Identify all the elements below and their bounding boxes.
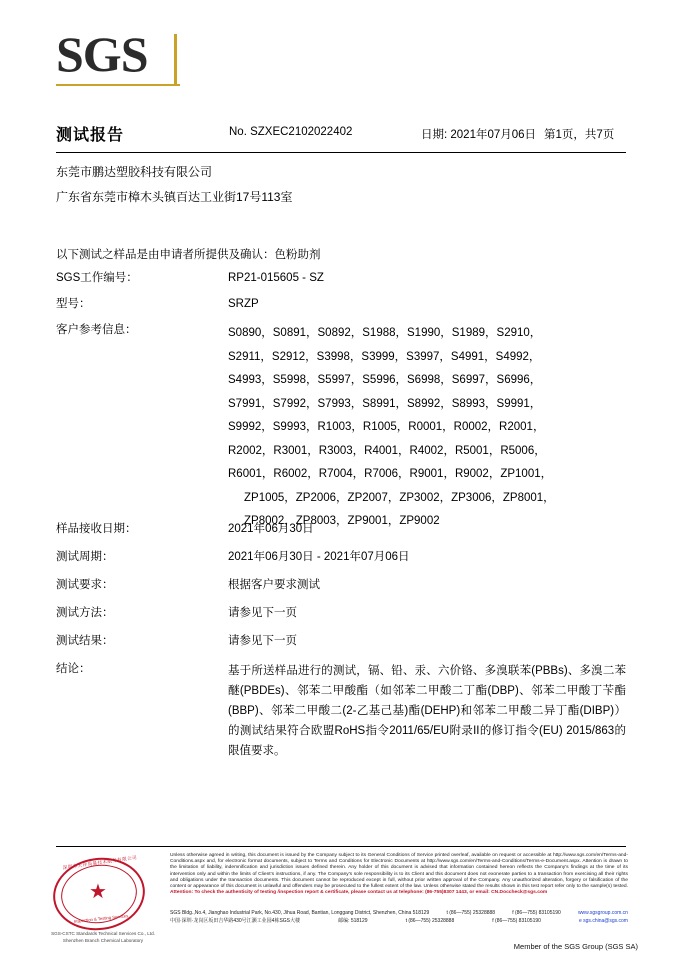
footer-divider	[56, 846, 626, 847]
field-label: 测试结果：	[56, 635, 114, 647]
footer-phone-cn: t (86—755) 25328888	[405, 917, 455, 924]
company-block	[56, 160, 292, 210]
report-header	[56, 122, 626, 146]
sample-intro-text: 以下测试之样品是由申请者所提供及确认：色粉助剂	[56, 249, 321, 261]
list-item: ZP8002，ZP8003，ZP9001，ZP9002	[244, 515, 440, 527]
list-item: S7991，S7992，S7993，S8991，S8992，S8993，S9991，	[228, 397, 542, 410]
field-value: 根据客户要求测试	[228, 579, 320, 591]
list-item: R2002，R3001，R3003，R4001，R4002，R5001，R5006，	[228, 444, 546, 457]
footer-address-cn-row	[170, 918, 628, 926]
field-row-conclusion	[56, 661, 626, 761]
list-item: S2911，S2912，S3998，S3999，S3997，S4991，S4992，	[228, 350, 541, 363]
footer-fax-en: f (86—755) 83105190	[512, 910, 561, 916]
field-value: 2021年06月30日	[228, 523, 314, 535]
star-icon: ★	[89, 881, 107, 903]
list-item: S0890，S0891，S0892，S1988，S1990，S1989，S2910，	[228, 327, 542, 339]
field-label: SGS工作编号：	[56, 272, 138, 284]
footer-email-cn[interactable]: e sgs.china@sgs.com	[578, 917, 628, 924]
company-address: 广东省东莞市樟木头镇百达工业街17号113室	[56, 190, 293, 204]
seal-chinese-text: 深圳市天祥质量技术服务有限公司	[62, 854, 138, 871]
field-label: 客户参考信息：	[56, 324, 137, 336]
conclusion-text: 基于所送样品进行的测试，镉、铅、汞、六价铬、多溴联苯(PBBs)、多溴二苯醚(PBDEs)、邻苯二甲酸酯（如邻苯二甲酸二丁酯(DBP)、邻苯二甲酸丁苄酯(BBP)、邻苯二甲酸二(2-乙基己基)酯(DEHP)和邻苯二甲酸二异丁酯(DIBP)）的测试结果符合欧盟RoHS指令2011/65/EU附录II的修订指令(EU) 2015/863的限值要求。	[228, 665, 626, 757]
field-value: 2021年06月30日 - 2021年07月06日	[228, 551, 410, 563]
list-item: ZP1005，ZP2006，ZP2007，ZP3002，ZP3006，ZP8001，	[244, 491, 555, 504]
field-row	[56, 605, 626, 622]
footer-address-cn: 中国·深圳·龙岗区坂田吉华路430号江灏工业园4栋SGS大楼	[170, 917, 301, 924]
footer-address-block	[170, 910, 628, 925]
report-date: 日期: 2021年07月06日	[421, 129, 537, 141]
field-row	[56, 270, 626, 287]
field-value: RP21-015605 - SZ	[228, 272, 324, 284]
field-row	[56, 296, 626, 313]
sgs-logo-bar	[174, 34, 177, 86]
company-seal	[47, 854, 159, 943]
field-row	[56, 577, 626, 594]
field-value: 请参见下一页	[228, 635, 297, 647]
field-row	[56, 549, 626, 566]
footer-member-note: Member of the SGS Group (SGS SA)	[513, 942, 638, 951]
footer-fax-cn: f (86—755) 83105190	[492, 917, 541, 924]
field-table-upper	[56, 270, 626, 543]
field-label: 样品接收日期：	[56, 523, 137, 535]
reference-values	[228, 322, 626, 534]
field-label: 测试要求：	[56, 579, 114, 591]
footer-web[interactable]: www.sgsgroup.com.cn	[577, 910, 628, 916]
footer-phone-en: t (86—755) 25328888	[446, 910, 496, 916]
field-value: 请参见下一页	[228, 607, 297, 619]
sgs-logo-underline	[56, 84, 180, 86]
field-label: 测试周期：	[56, 551, 114, 563]
sgs-logo	[56, 28, 196, 90]
legal-disclaimer	[170, 853, 628, 896]
legal-text: Unless otherwise agreed in writing, this document is issued by the Company subject to its General Conditions of Service printed overleaf, available on request or accessible at http://www.sgs.com/en/Terms-and-Conditions.aspx and, for electronic format documents, subject to Terms and Conditions for Electronic Documents at http://www.sgs.com/en/Terms-and-Conditions/Terms-e-Document.aspx. Attention is drawn to the limitation of liability, indemnification and jurisdiction issues defined therein. Any holder of this document is advised that information contained hereon reflects the Company's findings at the time of its intervention only and within the limits of Client's instructions, if any. The Company's sole responsibility is to its Client and this document does not exonerate parties to a transaction from exercising all their rights and obligations under the transaction documents. This document cannot be reproduced except in full, without prior written approval of the Company. Any unauthorized alteration, forgery or falsification of the content or appearance of this document is unlawful and offenders may be prosecuted to the fullest extent of the law. Unless otherwise stated the results shown in this test report refer only to the sample(s) tested.	[170, 853, 628, 890]
sgs-logo-text: SGS	[56, 26, 148, 82]
field-row	[56, 521, 626, 538]
footer-address-en-row	[170, 910, 628, 918]
field-row-reference	[56, 322, 626, 534]
seal-caption-line2: Shenzhen Branch Chemical Laboratory	[62, 938, 144, 943]
list-item: S9992，S9993，R1003，R1005，R0001，R0002，R2001，	[228, 421, 545, 433]
legal-attention: Attention: To check the authenticity of testing /inspection report & certificate, please contact us at telephone: (86-755)8307 1443, or email: CN.Doccheck@sgs.com	[170, 890, 548, 896]
header-divider	[56, 152, 626, 153]
page-indicator: 第1页，共7页	[544, 129, 615, 141]
footer-zip-cn: 邮编: 518129	[338, 917, 368, 924]
list-item: R6001，R6002，R7004，R7006，R9001，R9002，ZP1001，	[228, 468, 553, 480]
field-value: SRZP	[228, 298, 259, 310]
page-title: 测试报告	[56, 127, 125, 144]
footer-address-en: SGS Bldg.,No.4, Jianghao Industrial Park, No.430, Jihua Road, Bantian, Longgang District, Shenzhen, China 518129	[170, 910, 430, 916]
field-label: 型号：	[56, 298, 91, 310]
company-name: 东莞市鹏达塑胶科技有限公司	[56, 165, 213, 179]
seal-english-text: Inspection & Testing Services	[73, 913, 129, 924]
list-item: S4993，S5998，S5997，S5996，S6998，S6997，S6996，	[228, 374, 542, 386]
report-number: No. SZXEC2102022402	[229, 126, 353, 138]
field-label: 结论：	[56, 663, 91, 675]
field-label: 测试方法：	[56, 607, 114, 619]
field-table-lower	[56, 521, 626, 772]
seal-caption-line1: SGS-CSTC Standards Technical Services Co., Ltd.	[51, 931, 155, 936]
field-row	[56, 633, 626, 650]
